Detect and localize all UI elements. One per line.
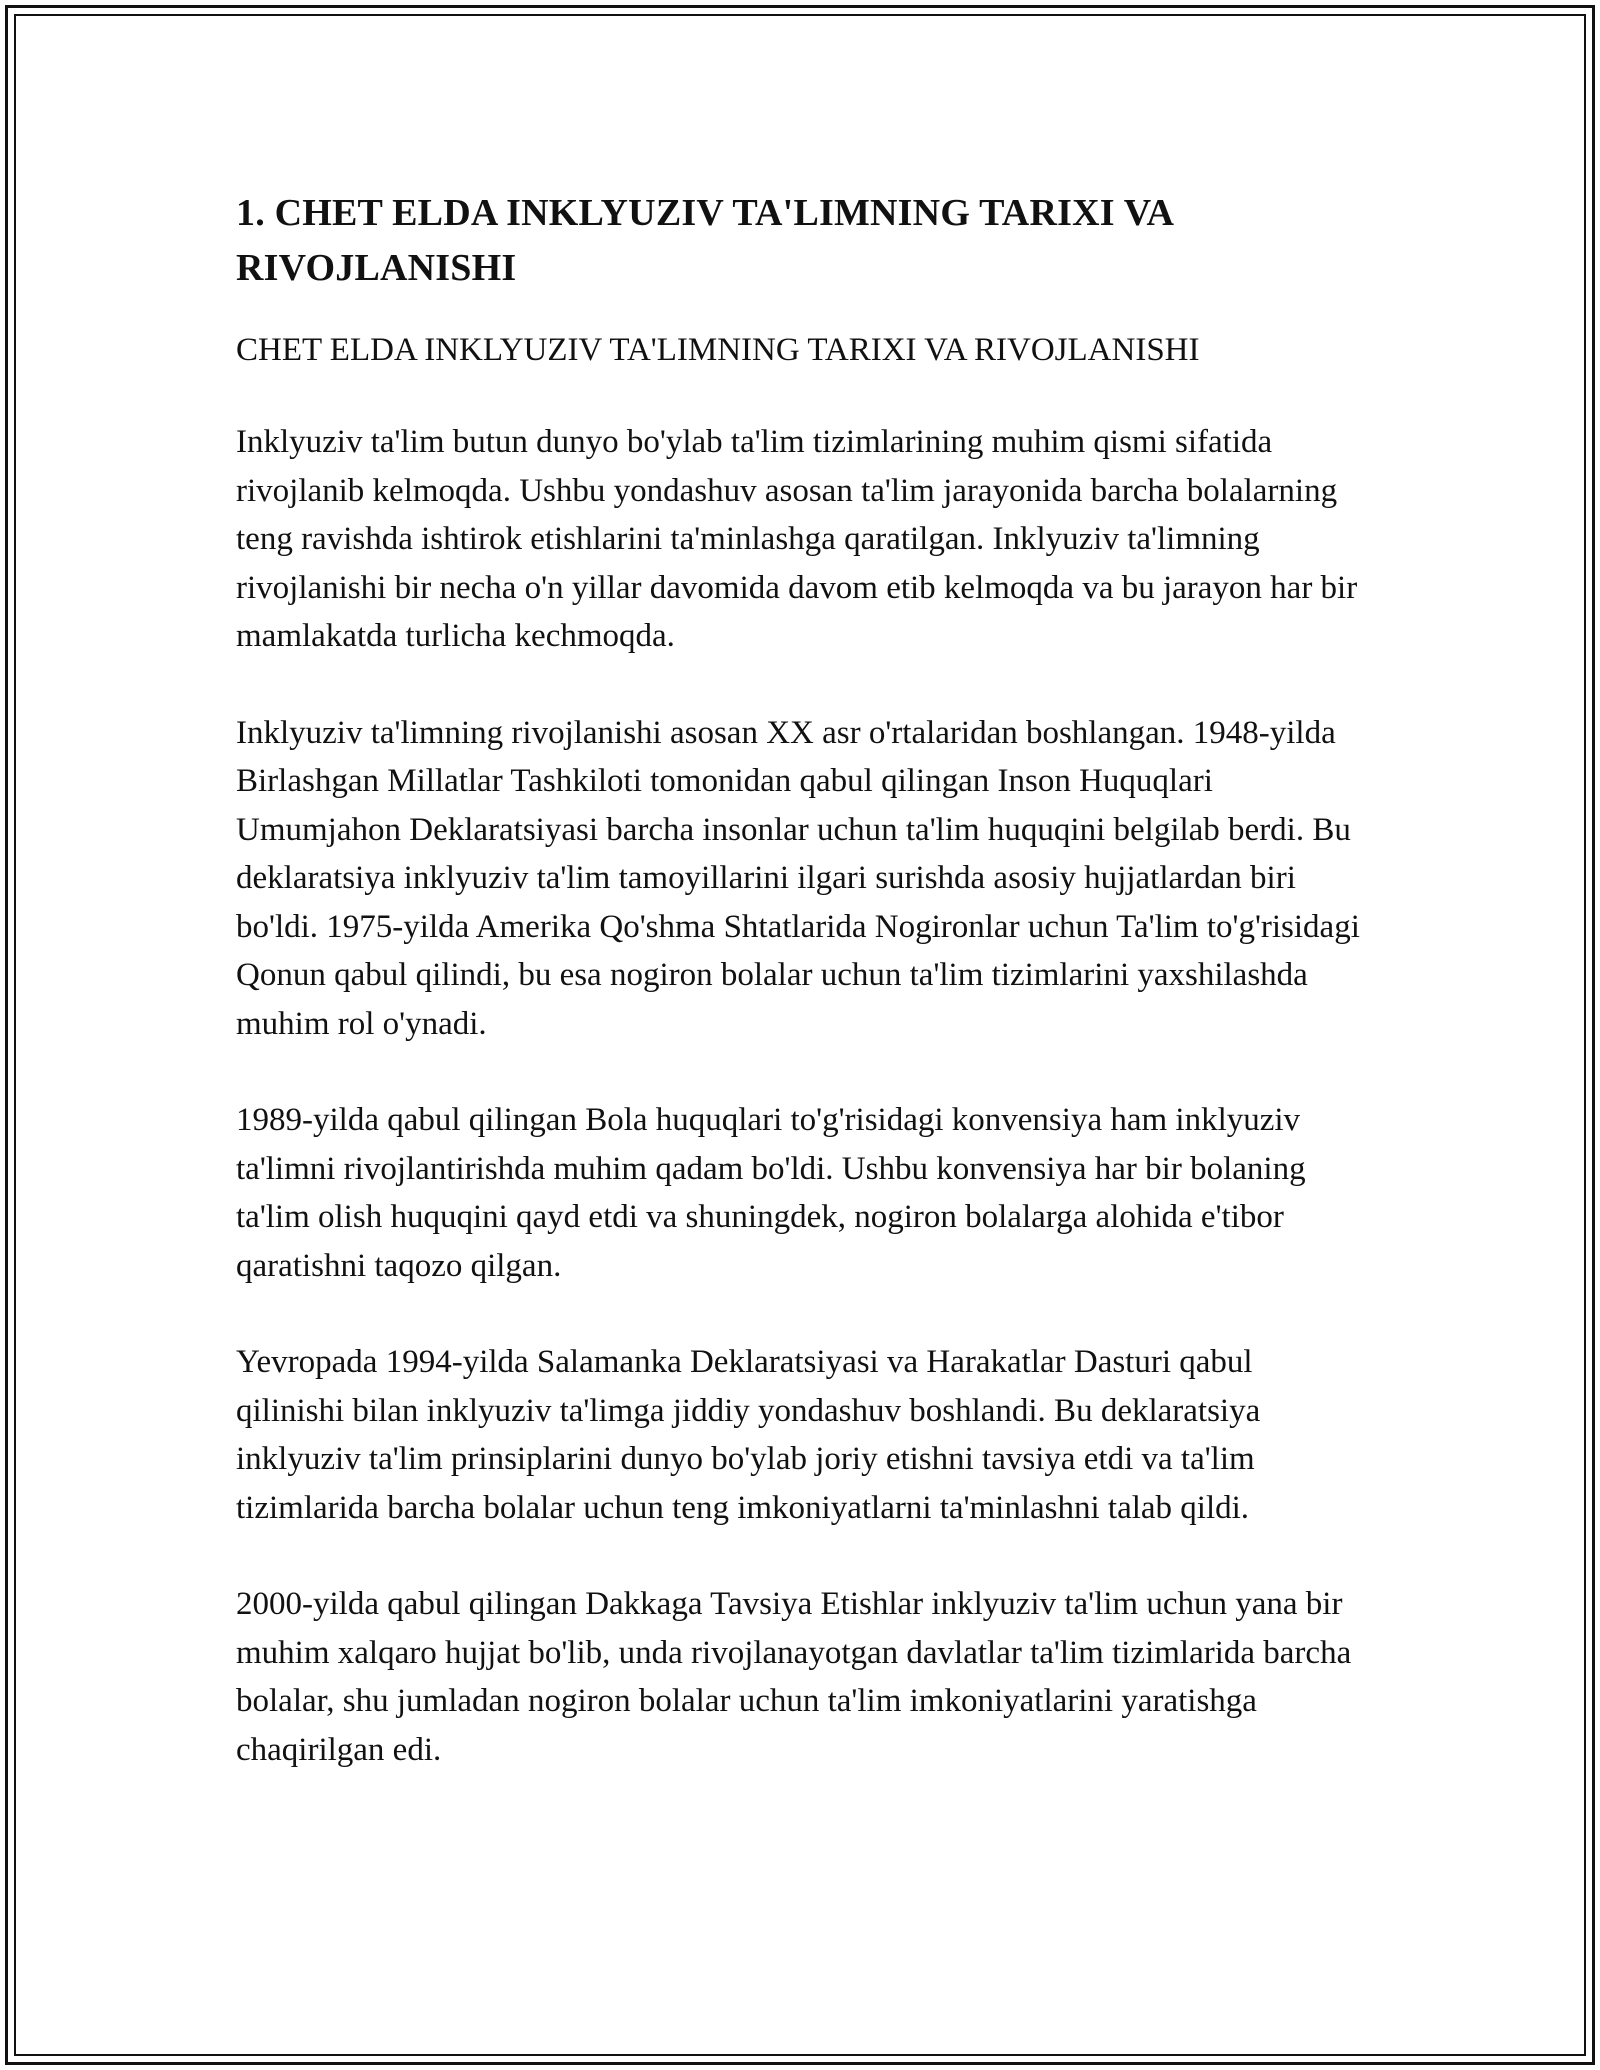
paragraph: Inklyuziv ta'limning rivojlanishi asosan XX asr o'rtalaridan boshlangan. 1948-yilda Birlashgan Millatlar Tashkiloti tomonidan qabul qilingan Inson Huquqlari Umumjahon Deklaratsiyasi barcha insonlar uchun ta'lim huquqini belgilab berdi. Bu deklaratsiya inklyuziv ta'lim tamoyillarini ilgari surishda asosiy hujjatlardan biri bo'ldi. 1975-yilda Amerika Qo'shma Shtatlarida Nogironlar uchun Ta'lim to'g'risidagi Qonun qabul qilindi, bu esa nogiron bolalar uchun ta'lim tizimlarini yaxshilashda muhim rol o'ynadi. [236, 714, 1360, 1042]
paragraph: Inklyuziv ta'lim butun dunyo bo'ylab ta'lim tizimlarining muhim qismi sifatida rivojlanib kelmoqda. Ushbu yondashuv asosan ta'lim jarayonida barcha bolalarning teng ravishda ishtirok etishlarini ta'minlashga qaratilgan. Inklyuziv ta'limning rivojlanishi bir necha o'n yillar davomida davom etib kelmoqda va bu jarayon har bir mamlakatda turlicha kechmoqda. [236, 424, 1358, 654]
paragraph: 1989-yilda qabul qilingan Bola huquqlari to'g'risidagi konvensiya ham inklyuziv ta'limni rivojlantirishda muhim qadam bo'ldi. Ushbu konvensiya har bir bolaning ta'lim olish huquqini qayd etdi va shuningdek, nogiron bolalarga alohida e'tibor qaratishni taqozo qilgan. [236, 1102, 1306, 1284]
paragraph: 2000-yilda qabul qilingan Dakkaga Tavsiya Etishlar inklyuziv ta'lim uchun yana bir muhim xalqaro hujjat bo'lib, unda rivojlanayotgan davlatlar ta'lim tizimlarida barcha bolalar, shu jumladan nogiron bolalar uchun ta'lim imkoniyatlarini yaratishga chaqirilgan edi. [236, 1586, 1352, 1768]
paragraph: Yevropada 1994-yilda Salamanka Deklaratsiyasi va Harakatlar Dasturi qabul qilinishi bilan inklyuziv ta'limga jiddiy yondashuv boshlandi. Bu deklaratsiya inklyuziv ta'lim prinsiplarini dunyo bo'ylab joriy etishni tavsiya etdi va ta'lim tizimlarida barcha bolalar uchun teng imkoniyatlarni ta'minlashni talab qildi. [236, 1344, 1261, 1526]
document-body [236, 186, 1366, 1774]
document-title: 1. CHET ELDA INKLYUZIV TA'LIMNING TARIXI VA RIVOJLANISHI [236, 192, 1173, 289]
document-subtitle: CHET ELDA INKLYUZIV TA'LIMNING TARIXI VA RIVOJLANISHI [236, 332, 1200, 368]
